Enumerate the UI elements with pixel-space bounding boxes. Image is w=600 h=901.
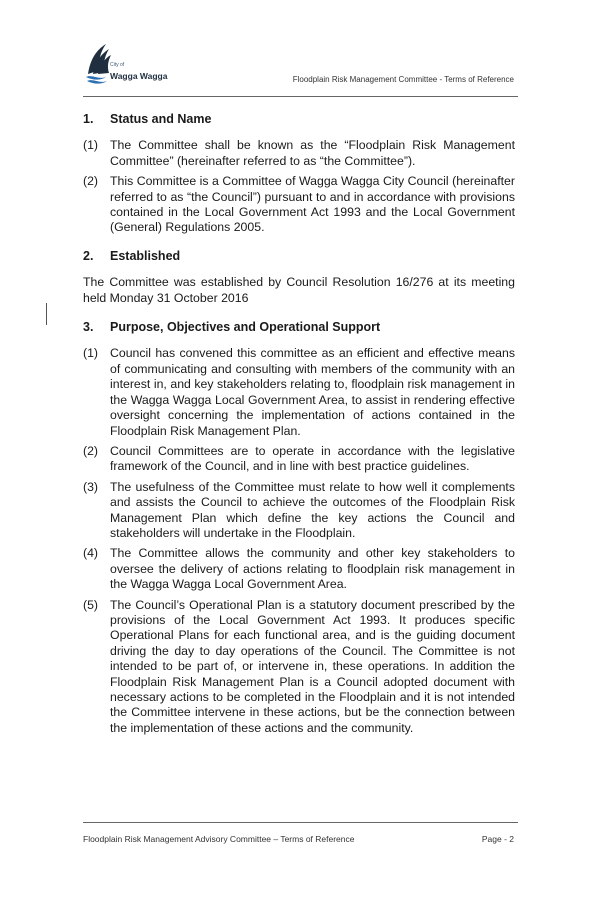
- section-heading: 1. Status and Name: [83, 112, 212, 126]
- established-paragraph: The Committee was established by Council Resolution 16/276 at its meeting held Monday 31 October 2016: [83, 275, 515, 305]
- section-heading: 3. Purpose, Objectives and Operational Support: [83, 320, 381, 335]
- header-divider: [83, 96, 518, 97]
- logo-city-of: City of: [110, 62, 125, 68]
- revision-margin-bar: [46, 303, 47, 325]
- list-item: (1) Council has convened this committee as an efficient and effective means of communicating and consulting with members of the community with an interest in, and key stakeholders relating to, floodplain risk management in the Wagga Wagga Local Government Area, to assist in rendering effective oversight concerning the implementation of actions contained in the Floodplain Risk Management Plan.: [83, 346, 515, 438]
- list-item: (3) The usefulness of the Committee must relate to how well it complements and assists the Council to achieve the outcomes of the Floodplain Risk Management Plan which define the key actions the Council and stakeholders will undertake in the Floodplain.: [83, 479, 515, 540]
- header-title: Floodplain Risk Management Committee - Terms of Reference: [292, 75, 514, 84]
- logo-wagga-wagga: Wagga Wagga: [110, 71, 168, 81]
- section-heading: 2. Established: [83, 248, 181, 263]
- document-body: [83, 112, 515, 736]
- list-item: (1) The Committee shall be known as the “Floodplain Risk Management Committee” (hereinafter referred to as “the Committee”).: [83, 138, 515, 168]
- list-item: (2) Council Committees are to operate in accordance with the legislative framework of the Council, and in line with best practice guidelines.: [83, 443, 515, 474]
- page-number: Page - 2: [481, 834, 514, 844]
- footer-divider: [83, 822, 518, 823]
- list-item: (2) This Committee is a Committee of Wagga Wagga City Council (hereinafter referred to as “the Council”) pursuant to and in accordance with provisions contained in the Local Government Act 1993 and the Local Government (General) Regulations 2005.: [83, 174, 515, 235]
- footer-title: Floodplain Risk Management Advisory Committee – Terms of Reference: [83, 834, 355, 844]
- list-item: (5) The Council’s Operational Plan is a statutory document prescribed by the provisions of the Local Government Act 1993. It produces specific Operational Plans for each functional area, and is the guiding document driving the day to day operations of the Council. The Committee is not intended to be part of, or intervene in, these operations. In addition the Floodplain Risk Management Plan is a Council adopted document with necessary actions to be completed in the Floodplain and it is not intended the Committee intervene in these actions, but be the connection between the implementation of these actions and the community.: [83, 597, 515, 735]
- list-item: (4) The Committee allows the community and other key stakeholders to oversee the delivery of actions relating to floodplain risk management in the Wagga Wagga Local Government Area.: [83, 546, 515, 592]
